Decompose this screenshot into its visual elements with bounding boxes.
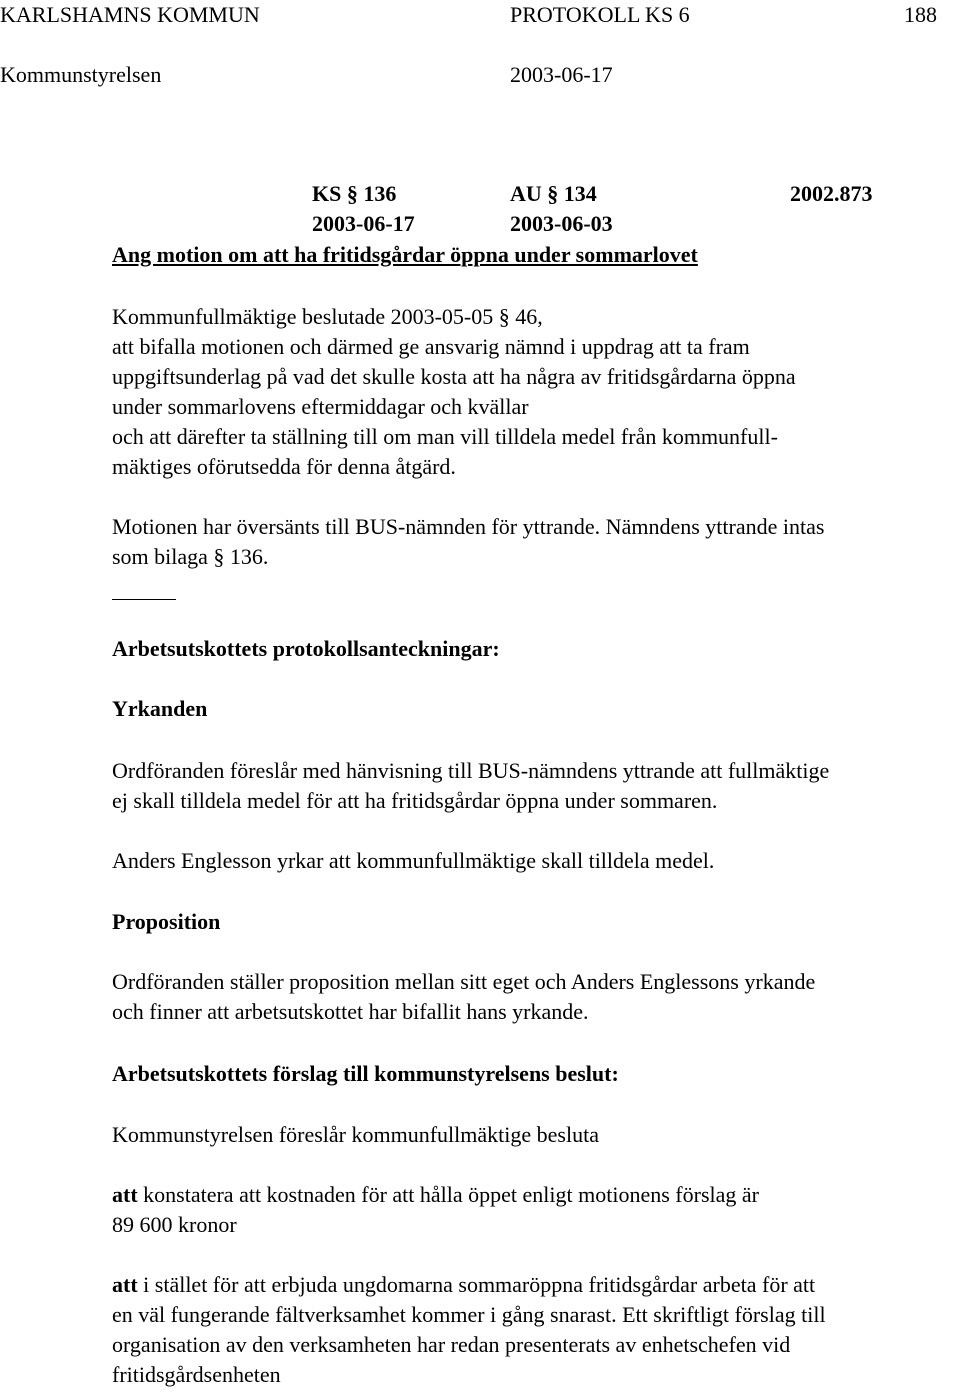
proposal-intro-line: Kommunstyrelsen föreslår kommunfullmäktige besluta bbox=[112, 1122, 599, 1147]
page-number: 188 bbox=[904, 2, 937, 27]
att-keyword: att bbox=[112, 1182, 138, 1207]
proposal-heading: Arbetsutskottets förslag till kommunstyrelsens beslut: bbox=[112, 1061, 619, 1086]
att-clause-line bbox=[112, 1270, 958, 1300]
ks-paragraph-ref: KS § 136 bbox=[312, 181, 397, 206]
yrkanden-paragraph-1 bbox=[112, 756, 958, 816]
case-number: 2002.873 bbox=[790, 181, 873, 206]
yrkanden-line: ej skall tilldela medel för att ha fritidsgårdar öppna under sommaren. bbox=[112, 788, 718, 813]
committee-name: Kommunstyrelsen bbox=[0, 62, 162, 87]
att-clause-line: 89 600 kronor bbox=[112, 1212, 237, 1237]
proposition-paragraph bbox=[112, 967, 958, 1027]
yrkanden-heading: Yrkanden bbox=[112, 696, 208, 721]
att-clause-line: en väl fungerande fältverksamhet kommer i gång snarast. Ett skriftligt förslag till bbox=[112, 1302, 826, 1327]
proposition-line: Ordföranden ställer proposition mellan sitt eget och Anders Englessons yrkande bbox=[112, 969, 816, 994]
intro-line: Kommunfullmäktige beslutade 2003-05-05 § 46, bbox=[112, 304, 543, 329]
att-keyword: att bbox=[112, 1272, 138, 1297]
referral-line: som bilaga § 136. bbox=[112, 544, 269, 569]
yrkanden-paragraph-2 bbox=[112, 846, 958, 876]
att-clause-line: organisation av den verksamheten har redan presenterats av enhetschefen vid bbox=[112, 1332, 791, 1357]
au-date: 2003-06-03 bbox=[510, 211, 613, 236]
att-clause-line bbox=[112, 1180, 958, 1210]
intro-line: att bifalla motionen och därmed ge ansvarig nämnd i uppdrag att ta fram bbox=[112, 334, 750, 359]
intro-line: mäktiges oförutsedda för denna åtgärd. bbox=[112, 454, 456, 479]
intro-paragraph bbox=[112, 302, 958, 482]
att-clause-line: fritidsgårdsenheten bbox=[112, 1362, 281, 1387]
intro-line: uppgiftsunderlag på vad det skulle kosta att ha några av fritidsgårdarna öppna bbox=[112, 364, 796, 389]
ks-date: 2003-06-17 bbox=[312, 211, 415, 236]
att-clause-1 bbox=[112, 1180, 958, 1240]
au-paragraph-ref: AU § 134 bbox=[510, 181, 597, 206]
case-title: Ang motion om att ha fritidsgårdar öppna under sommarlovet bbox=[112, 242, 698, 267]
intro-line: och att därefter ta ställning till om man vill tilldela medel från kommunfull- bbox=[112, 424, 778, 449]
att-clause-text: i stället för att erbjuda ungdomarna sommaröppna fritidsgårdar arbeta för att bbox=[137, 1272, 816, 1297]
proposition-heading: Proposition bbox=[112, 909, 221, 934]
referral-paragraph bbox=[112, 512, 958, 572]
intro-line: under sommarlovens eftermiddagar och kvällar bbox=[112, 394, 529, 419]
au-notes-heading: Arbetsutskottets protokollsanteckningar: bbox=[112, 636, 500, 661]
proposition-line: och finner att arbetsutskottet har bifallit hans yrkande. bbox=[112, 999, 589, 1024]
protocol-title: PROTOKOLL KS 6 bbox=[510, 2, 690, 27]
yrkanden-line: Ordföranden föreslår med hänvisning till BUS-nämndens yttrande att fullmäktige bbox=[112, 758, 830, 783]
att-clause-2 bbox=[112, 1270, 958, 1390]
municipality-name: KARLSHAMNS KOMMUN bbox=[0, 2, 260, 27]
referral-line: Motionen har översänts till BUS-nämnden för yttrande. Nämndens yttrande intas bbox=[112, 514, 825, 539]
meeting-date: 2003-06-17 bbox=[510, 62, 613, 87]
att-clause-text: konstatera att kostnaden för att hålla öppet enligt motionens förslag är bbox=[137, 1182, 759, 1207]
proposal-intro bbox=[112, 1120, 958, 1150]
yrkanden-line: Anders Englesson yrkar att kommunfullmäktige skall tilldela medel. bbox=[112, 848, 715, 873]
separator-rule bbox=[112, 599, 176, 600]
